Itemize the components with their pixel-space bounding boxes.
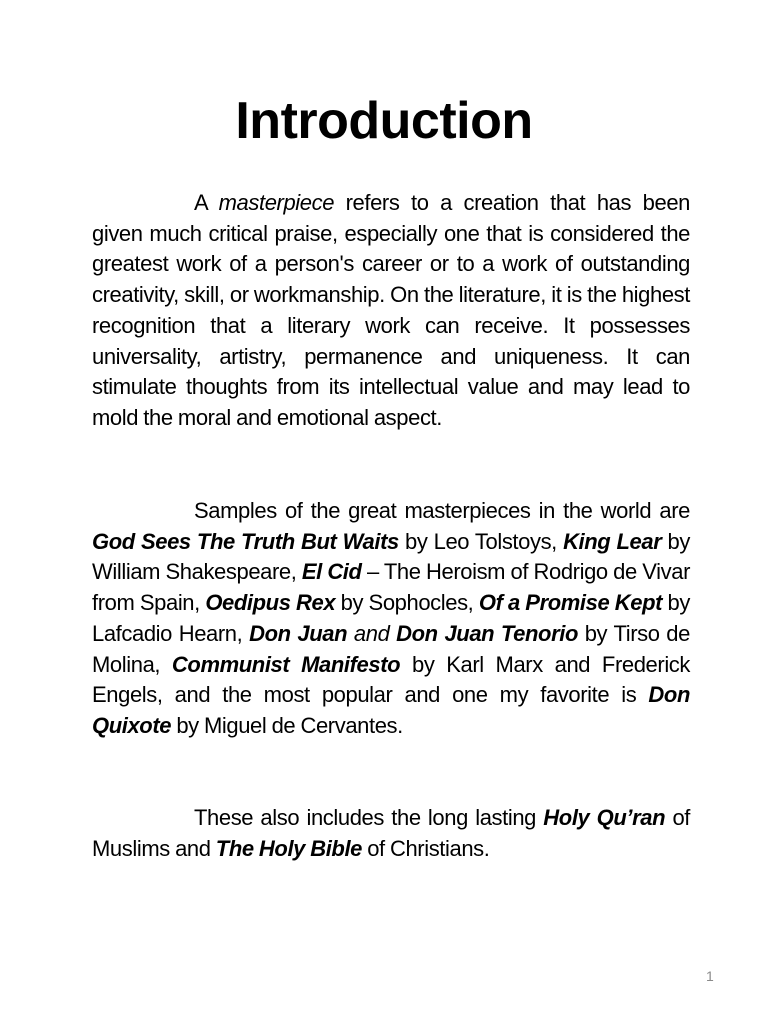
text-run: by William Shakespeare, bbox=[92, 528, 690, 585]
text-run: of Muslims and bbox=[92, 805, 690, 861]
text-run: by Karl Marx and Frederick Engels, and the most popular and one my favorite is bbox=[92, 651, 691, 708]
text-run: by Tirso de Molina, bbox=[92, 620, 690, 677]
text-run: by Lafcadio Hearn, bbox=[92, 590, 690, 646]
work-title: God Sees The Truth But Waits bbox=[92, 528, 399, 554]
term-masterpiece: masterpiece bbox=[218, 190, 335, 215]
work-title: El Cid bbox=[301, 559, 362, 585]
work-title: King Lear bbox=[563, 528, 662, 554]
page-number: 1 bbox=[706, 968, 714, 984]
work-title: Oedipus Rex bbox=[205, 590, 336, 616]
text-run: refers to a creation that has been given much critical praise, especially one that is considered the greatest work of a person's career or to a work of outstanding creativity, skill, or workmanship. On the literature, it is the highest recognition that a literary work can receive. It possesses universality, artistry, permanence and uniqueness. It can stimulate thoughts from its intellectual value and may lead to mold the moral and emotional aspect. bbox=[92, 190, 690, 430]
paragraph-examples bbox=[92, 496, 690, 742]
text-run: These also includes the long lasting bbox=[194, 805, 544, 830]
paragraph-religious-texts bbox=[92, 803, 690, 864]
text-run: – The Heroism of Rodrigo de Vivar from Spain, bbox=[92, 559, 691, 616]
text-run: Samples of the great masterpieces in the world are bbox=[194, 498, 690, 523]
work-title: Don Quixote bbox=[92, 682, 690, 738]
work-title: Don Juan Tenorio bbox=[396, 620, 578, 646]
work-title: Communist Manifesto bbox=[171, 651, 401, 677]
text-run: by Miguel de Cervantes. bbox=[171, 712, 403, 738]
page-title: Introduction bbox=[235, 92, 533, 150]
paragraph-definition bbox=[92, 188, 690, 434]
work-title: The Holy Bible bbox=[215, 835, 362, 861]
text-run: by Leo Tolstoys, bbox=[398, 528, 564, 554]
work-title: Of a Promise Kept bbox=[478, 590, 663, 616]
work-title: Holy Qu’ran bbox=[543, 805, 666, 830]
text-run: of Christians. bbox=[362, 835, 490, 861]
text-run: A bbox=[194, 190, 219, 215]
text-run: by Sophocles, bbox=[335, 590, 479, 616]
text-run: and bbox=[347, 620, 397, 646]
work-title: Don Juan bbox=[249, 620, 348, 646]
